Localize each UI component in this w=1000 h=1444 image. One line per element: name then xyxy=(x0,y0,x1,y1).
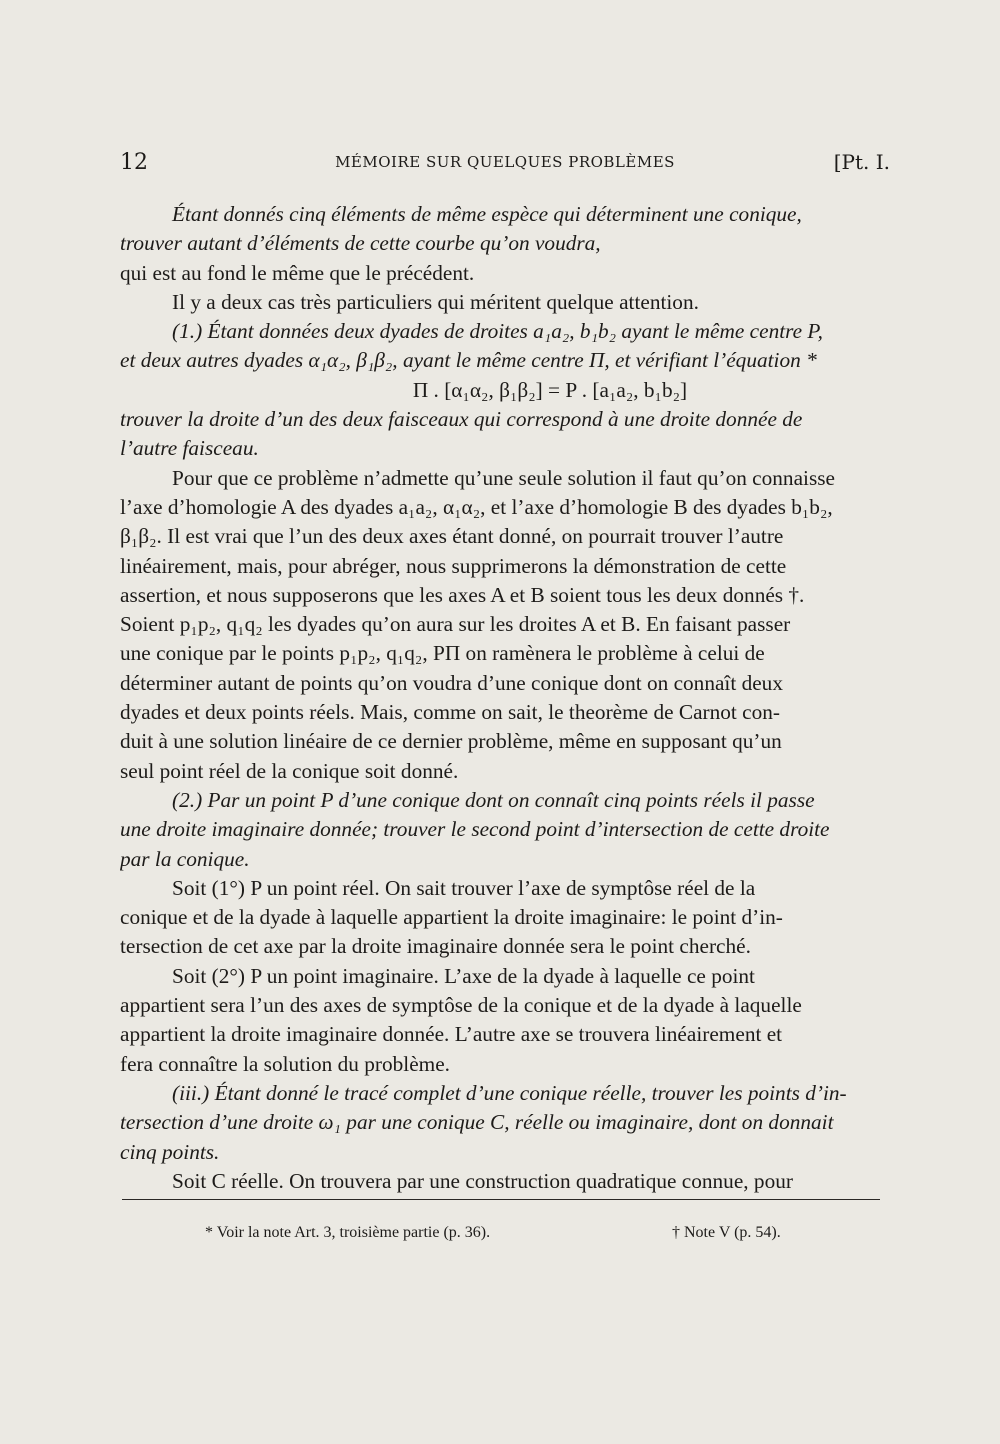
text-line: appartient la droite imaginaire donnée. L’autre axe se trouvera linéairement et xyxy=(120,1022,783,1047)
text-line: Étant donnés cinq éléments de même espèce qui déterminent une conique, xyxy=(172,202,802,226)
page-number: 12 xyxy=(120,150,148,175)
text-line: Pour que ce problème n’admette qu’une seule solution il faut qu’on connaisse xyxy=(172,465,835,490)
page-header xyxy=(120,150,890,184)
text-line: cinq points. xyxy=(120,1139,220,1164)
text-line: Soit C réelle. On trouvera par une construction quadratique connue, pour xyxy=(172,1168,793,1193)
body-text xyxy=(120,200,890,1196)
text-line: β₁β₂. Il est vrai que l’un des deux axes étant donné, on pourrait trouver l’autre xyxy=(120,524,784,549)
text-line: Soit (2°) P un point imaginaire. L’axe de la dyade à laquelle ce point xyxy=(172,963,755,988)
part-marker: [Pt. I. xyxy=(833,150,890,174)
text-line: Soit (1°) P un point réel. On sait trouver l’axe de symptôse réel de la xyxy=(172,875,756,900)
text-line: qui est au fond le même que le précédent. xyxy=(120,260,475,285)
footnote: † Note V (p. 54). xyxy=(672,1224,781,1241)
footnote-divider xyxy=(122,1199,880,1200)
text-line: par la conique. xyxy=(120,846,250,871)
text-line: appartient sera l’un des axes de symptôse de la conique et de la dyade à laquelle xyxy=(120,993,802,1018)
text-line: trouver autant d’éléments de cette courbe qu’on voudra, xyxy=(120,231,601,256)
text-line: et deux autres dyades α₁α₂, β₁β₂, ayant le même centre Π, et vérifiant l’équation * xyxy=(120,348,817,373)
text-line: seul point réel de la conique soit donné. xyxy=(120,758,459,783)
text-line: duit à une solution linéaire de ce dernier problème, même en supposant qu’un xyxy=(120,729,782,754)
text-line: dyades et deux points réels. Mais, comme on sait, le theorème de Carnot con- xyxy=(120,700,781,725)
text-line: linéairement, mais, pour abréger, nous supprimerons la démonstration de cette xyxy=(120,553,787,578)
text-line: (iii.) Étant donné le tracé complet d’une conique réelle, trouver les points d’in- xyxy=(172,1080,847,1105)
text-line: déterminer autant de points qu’on voudra d’une conique dont on connaît deux xyxy=(120,670,783,695)
text-line: une conique par le points p₁p₂, q₁q₂, PΠ on ramènera le problème à celui de xyxy=(120,641,765,666)
text-line: tersection d’une droite ω₁ par une conique C, réelle ou imaginaire, dont on donnait xyxy=(120,1110,834,1135)
text-line: Soient p₁p₂, q₁q₂ les dyades qu’on aura sur les droites A et B. En faisant passer xyxy=(120,612,791,637)
text-line: fera connaître la solution du problème. xyxy=(120,1051,450,1076)
running-title: MÉMOIRE SUR QUELQUES PROBLÈMES xyxy=(335,153,675,171)
text-line: l’autre faisceau. xyxy=(120,436,259,461)
equation: Π . [α₁α₂, β₁β₂] = P . [a₁a₂, b₁b₂] xyxy=(412,377,688,402)
text-line: (1.) Étant données deux dyades de droites a₁a₂, b₁b₂ ayant le même centre P, xyxy=(172,319,823,344)
text-line: (2.) Par un point P d’une conique dont on connaît cinq points réels il passe xyxy=(172,787,815,812)
text-line: Il y a deux cas très particuliers qui méritent quelque attention. xyxy=(172,289,699,314)
text-line: tersection de cet axe par la droite imaginaire donnée sera le point cherché. xyxy=(120,934,751,959)
text-line: une droite imaginaire donnée; trouver le second point d’intersection de cette droite xyxy=(120,817,830,842)
text-line: l’axe d’homologie A des dyades a₁a₂, α₁α₂, et l’axe d’homologie B des dyades b₁b₂, xyxy=(120,494,833,519)
text-line: trouver la droite d’un des deux faisceaux qui correspond à une droite donnée de xyxy=(120,407,803,432)
text-line: conique et de la dyade à laquelle appartient la droite imaginaire: le point d’in- xyxy=(120,905,783,930)
text-line: assertion, et nous supposerons que les axes A et B soient tous les deux donnés †. xyxy=(120,582,805,607)
footnote: * Voir la note Art. 3, troisième partie (p. 36). xyxy=(205,1224,491,1241)
